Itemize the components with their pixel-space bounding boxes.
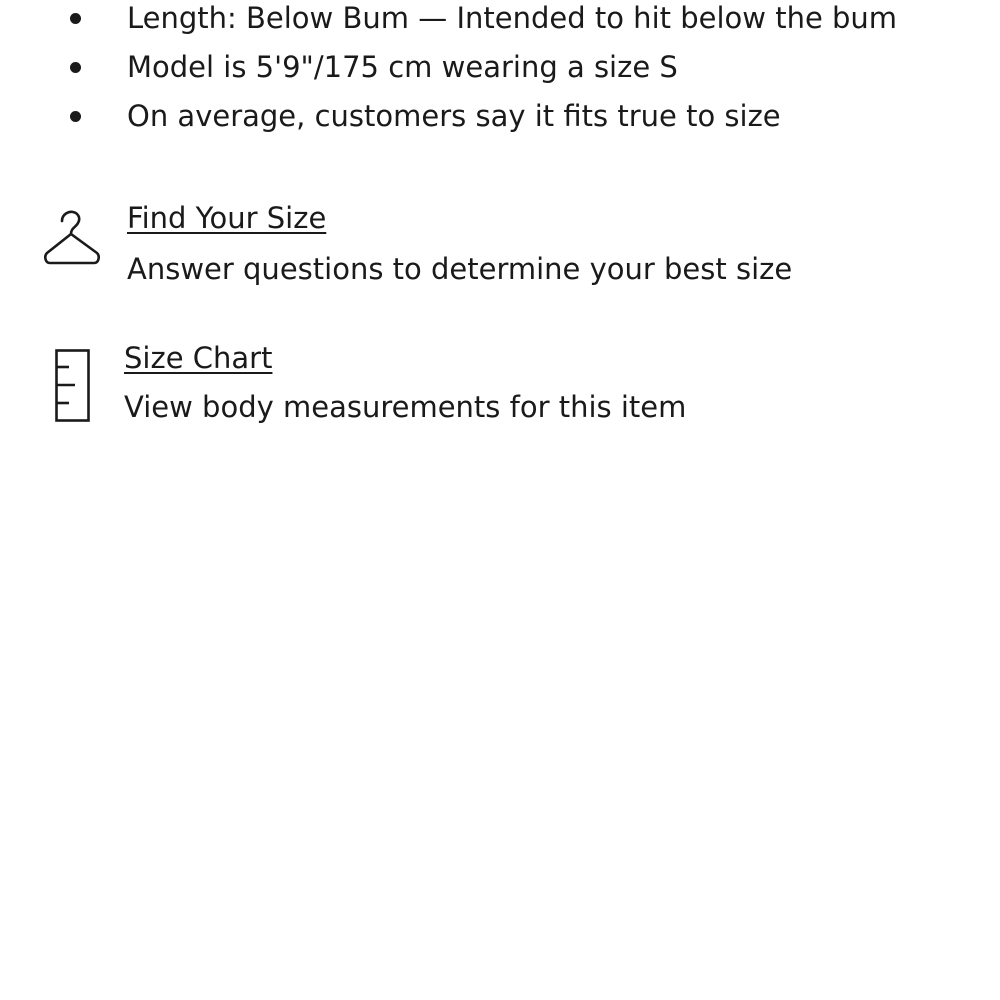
find-your-size-section xyxy=(0,200,1000,300)
ruler-icon xyxy=(55,349,91,427)
fit-detail-text: Length: Below Bum — Intended to hit below the bum xyxy=(127,1,898,35)
bullet-icon xyxy=(70,62,81,73)
size-chart-section xyxy=(0,340,1000,440)
size-chart-link[interactable]: Size Chart xyxy=(124,341,273,375)
find-your-size-link[interactable]: Find Your Size xyxy=(127,201,327,235)
size-chart-description: View body measurements for this item xyxy=(124,390,687,424)
fit-detail-text: Model is 5'9"/175 cm wearing a size S xyxy=(127,50,678,84)
bullet-icon xyxy=(70,13,81,24)
fit-detail-text: On average, customers say it fits true to size xyxy=(127,99,781,133)
bullet-icon xyxy=(70,111,81,122)
hanger-icon xyxy=(42,210,102,272)
find-your-size-description: Answer questions to determine your best size xyxy=(127,252,793,286)
